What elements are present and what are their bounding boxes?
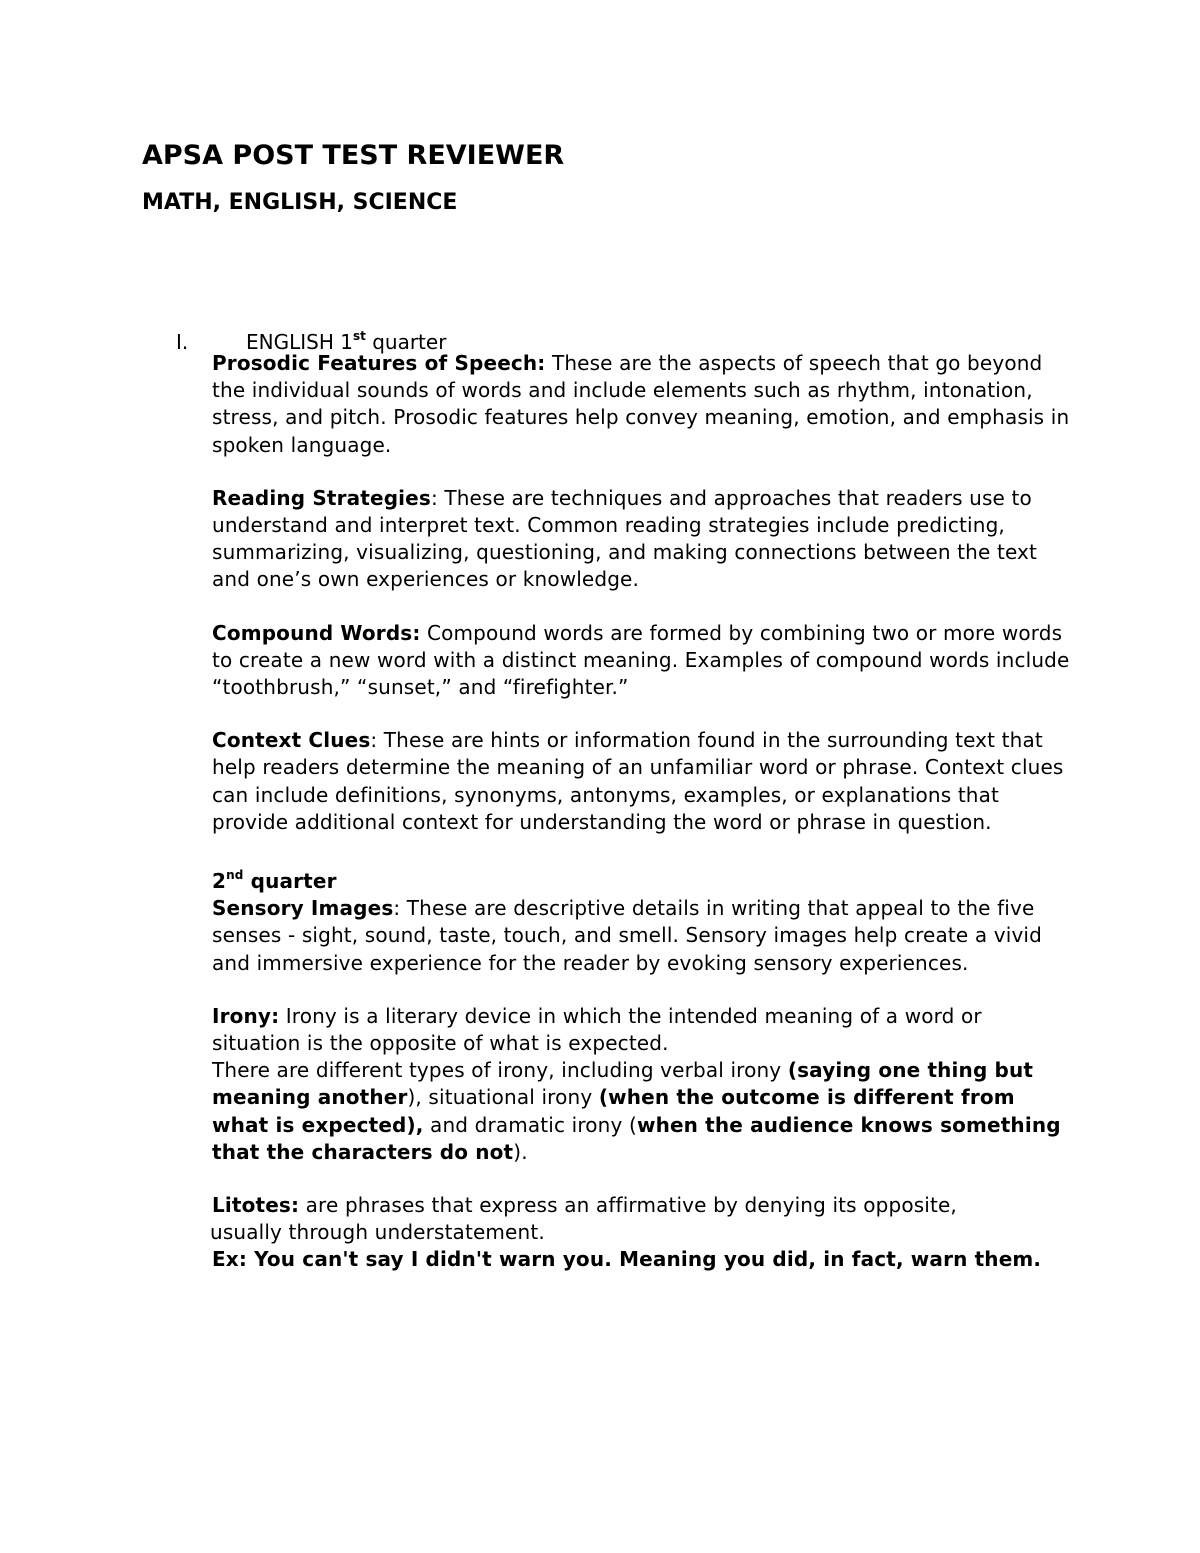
section-name: ENGLISH 1	[246, 330, 353, 354]
paragraph-irony-types	[212, 1057, 1072, 1166]
irony-after-verbal: ), situational irony	[407, 1085, 599, 1110]
term-litotes: Litotes:	[212, 1193, 300, 1218]
document-subtitle: MATH, ENGLISH, SCIENCE	[142, 190, 458, 215]
term-compound-words: Compound Words:	[212, 620, 421, 645]
paragraph-irony	[212, 1003, 1072, 1057]
paragraph-reading-strategies	[212, 485, 1072, 594]
irony-after-situational: and dramatic irony (	[423, 1112, 637, 1137]
quarter-2-word: quarter	[243, 869, 337, 894]
definition-irony: Irony is a literary device in which the intended meaning of a word or situation is the opposite of what is expected.	[212, 1003, 982, 1056]
section-body	[212, 350, 1072, 1274]
quarter-2-suffix: nd	[226, 868, 244, 883]
irony-end: ).	[513, 1139, 528, 1164]
term-prosodic: Prosodic Features of Speech:	[212, 351, 546, 375]
paragraph-litotes-example	[212, 1246, 1072, 1273]
quarter-2-heading	[212, 862, 1072, 895]
section-quarter-word: quarter	[365, 330, 447, 354]
section-numeral: I.	[176, 330, 189, 354]
paragraph-sensory-images	[212, 895, 1072, 977]
definition-prosodic: These are the aspects of speech that go beyond the individual sounds of words and include elements such as rhythm, intonation, stress, and pitch. Prosodic features help convey meaning, emotion, and emphasis in spoken language.	[212, 351, 1070, 457]
term-context-clues: Context Clues	[212, 728, 371, 753]
term-sensory-images: Sensory Images	[212, 896, 394, 921]
paragraph-context-clues	[212, 727, 1072, 836]
definition-sensory-images: : These are descriptive details in writing that appeal to the five senses - sight, sound, taste, touch, and smell. Sensory images help create a vivid and immersive experience for the reader by evoking sensory experiences.	[212, 896, 1042, 975]
definition-litotes: are phrases that express an affirmative by denying its opposite,	[299, 1193, 957, 1218]
term-reading-strategies: Reading Strategies	[212, 485, 431, 510]
paragraph-litotes	[212, 1192, 1072, 1246]
section-ordinal-suffix: st	[352, 329, 366, 343]
document-title: APSA POST TEST REVIEWER	[142, 140, 565, 171]
paragraph-prosodic	[212, 350, 1072, 459]
irony-types-intro: There are different types of irony, including verbal irony	[212, 1058, 788, 1083]
quarter-2-number: 2	[212, 869, 227, 894]
paragraph-compound-words	[212, 620, 1072, 702]
litotes-example: Ex: You can't say I didn't warn you. Meaning you did, in fact, warn them.	[212, 1247, 1042, 1272]
definition-litotes-line2: usually through understatement.	[210, 1220, 545, 1245]
term-irony: Irony:	[212, 1003, 280, 1028]
definition-reading-strategies: : These are techniques and approaches that readers use to understand and interpret text. Common reading strategies include predicting, summarizing, visualizing, questioning, and making connections between the text and one’s own experiences or knowledge.	[212, 485, 1038, 592]
definition-context-clues: : These are hints or information found in the surrounding text that help readers determine the meaning of an unfamiliar word or phrase. Context clues can include definitions, synonyms, antonyms, examples, or explanations that provide additional context for understanding the word or phrase in question.	[212, 728, 1064, 834]
irony-situational-desc: (when the outcome is different from what is expected),	[212, 1085, 1015, 1137]
definition-compound-words: Compound words are formed by combining two or more words to create a new word with a distinct meaning. Examples of compound words include “toothbrush,” “sunset,” and “firefighter.”	[212, 620, 1070, 700]
irony-verbal-desc: (saying one thing but meaning another	[212, 1058, 1034, 1110]
irony-dramatic-desc: when the audience knows something that the characters do not	[212, 1112, 1061, 1164]
